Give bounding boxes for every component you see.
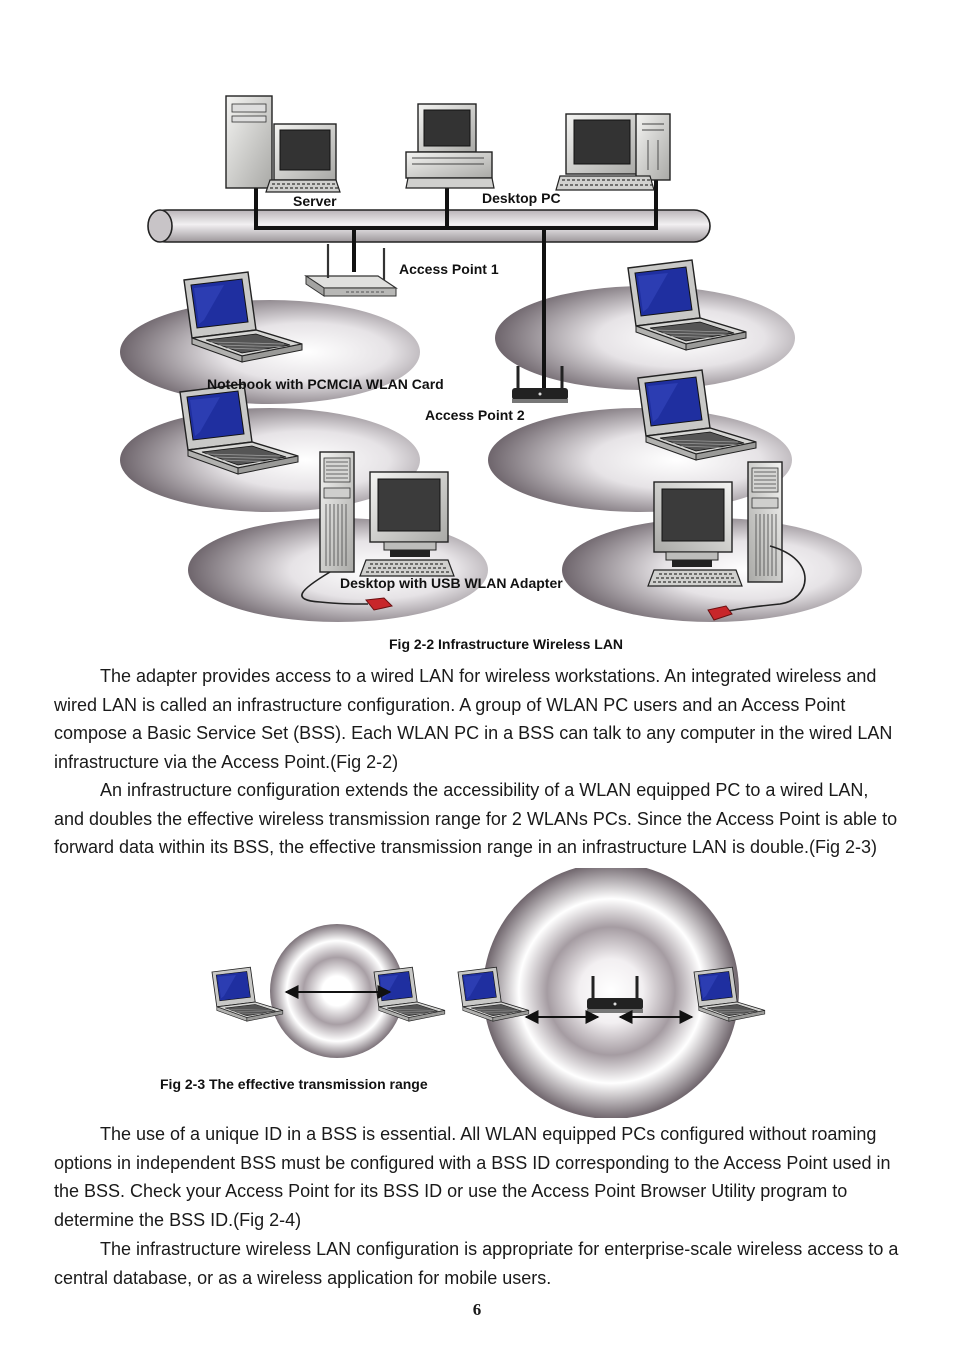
label-desktop-pc: Desktop PC	[482, 190, 561, 206]
access-point-1	[306, 244, 396, 296]
paragraph-infrastructure-intro: The adapter provides access to a wired LAN for wireless workstations. An integrated wireless and wired LAN is called an infrastructure configuration. A group of WLAN PC users and an Access Point compose a Basic Service Set (BSS). Each WLAN PC in a BSS can talk to any computer in the wired LAN infrastructure via the Access Point.(Fig 2-2)	[54, 666, 893, 773]
figure-caption-2-3: Fig 2-3 The effective transmission range	[160, 1076, 428, 1092]
label-server: Server	[293, 193, 337, 209]
desktop-pc-middle	[406, 104, 494, 188]
figure-caption-2-2: Fig 2-2 Infrastructure Wireless LAN	[389, 636, 624, 652]
paragraph-enterprise-use: The infrastructure wireless LAN configuration is appropriate for enterprise-scale wireless access to a central database, or as a wireless application for mobile users.	[54, 1239, 899, 1288]
label-access-point-1: Access Point 1	[399, 261, 499, 277]
coverage-area-right-2	[488, 408, 792, 512]
page-number: 6	[472, 1300, 482, 1319]
infrastructure-wlan-diagram	[0, 0, 954, 640]
label-desktop-usb: Desktop with USB WLAN Adapter	[340, 575, 563, 591]
label-notebook: Notebook with PCMCIA WLAN Card	[207, 376, 444, 392]
transmission-range-diagram	[0, 868, 954, 1118]
label-access-point-2: Access Point 2	[425, 407, 525, 423]
paragraph-infrastructure-range: An infrastructure configuration extends the accessibility of a WLAN equipped PC to a wired LAN, and doubles the effective wireless transmission range for 2 WLANs PCs. Since the Access Point is able to forward data within its BSS, the effective transmission range in an infrastructure LAN is double.(Fig 2-3)	[54, 780, 898, 858]
server-computer	[226, 96, 340, 192]
desktop-pc-right	[556, 114, 670, 190]
paragraph-bss-id: The use of a unique ID in a BSS is essential. All WLAN equipped PCs configured without roaming options in independent BSS must be configured with a BSS ID corresponding to the Access Point used in the BSS. Check your Access Point for its BSS ID or use the Access Point Browser Utility program to determine the BSS ID.(Fig 2-4)	[54, 1124, 891, 1231]
